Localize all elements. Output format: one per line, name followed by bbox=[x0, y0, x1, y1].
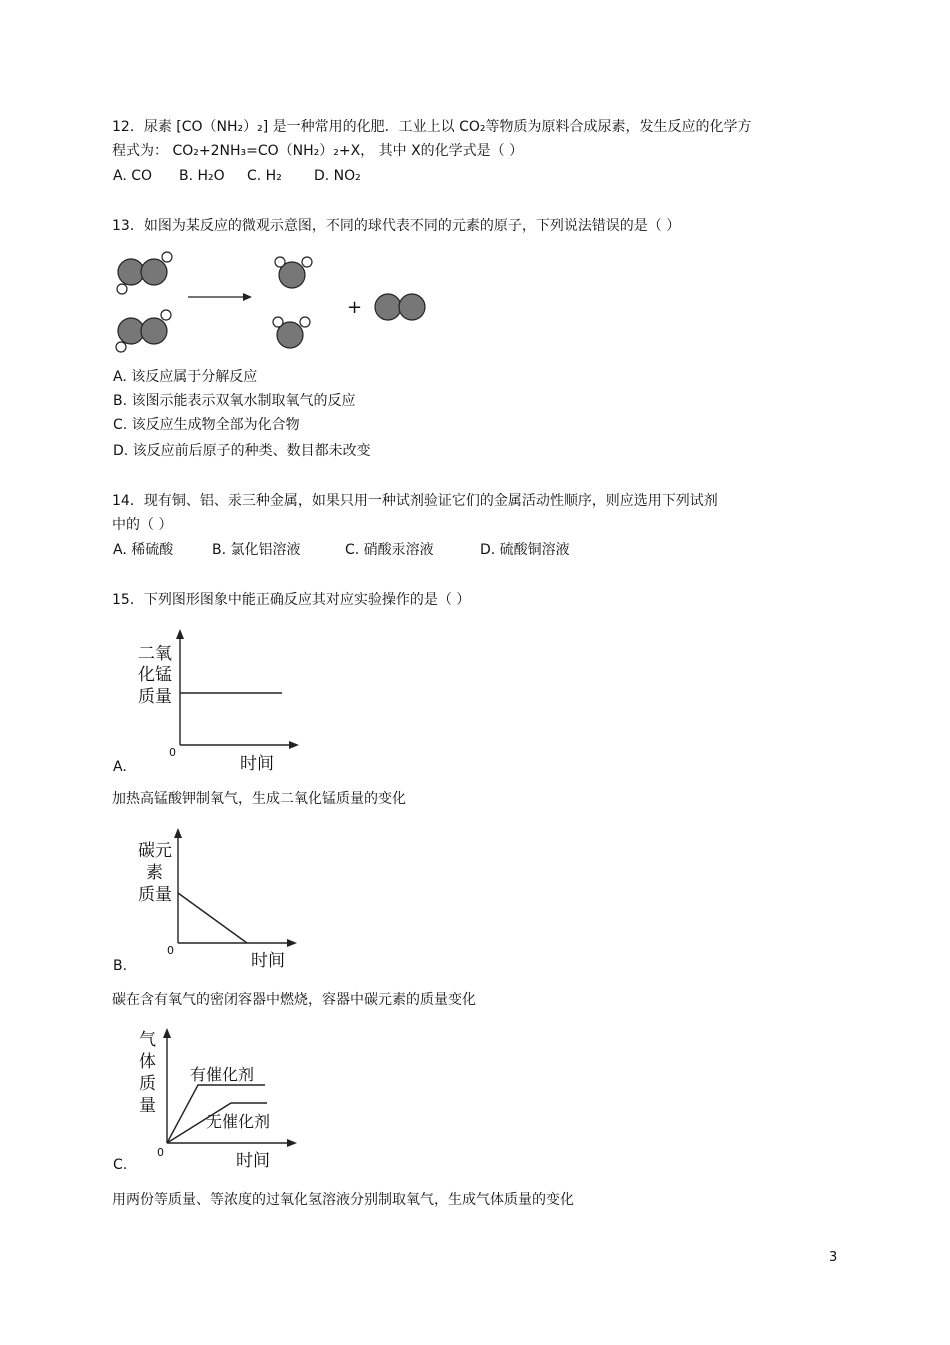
q15-stem: 15．下列图形图象中能正确反应其对应实验操作的是（ ） bbox=[112, 592, 471, 608]
graph-a-caption: 加热高锰酸钾制氧气，生成二氧化锰质量的变化 bbox=[112, 791, 406, 807]
q12-stem-line1: 12．尿素 [CO（NH₂）₂] 是一种常用的化肥．工业上以 CO₂等物质为原料合成尿素，发生反应的化学方 bbox=[112, 119, 752, 135]
q12-option-d: D. NO₂ bbox=[314, 168, 361, 184]
q14-option-b: B. 氯化铝溶液 bbox=[212, 542, 301, 558]
y-label-4: 量 bbox=[139, 1096, 156, 1116]
q14-option-c: C. 硝酸汞溶液 bbox=[345, 542, 434, 558]
y-axis-arrow bbox=[163, 1028, 171, 1038]
small-atom bbox=[273, 317, 283, 327]
origin-label: 0 bbox=[167, 944, 174, 957]
large-atom bbox=[375, 294, 401, 320]
graph-b-caption: 碳在含有氧气的密闭容器中燃烧，容器中碳元素的质量变化 bbox=[112, 992, 476, 1008]
y-label-2: 体 bbox=[139, 1052, 156, 1072]
y-label-2: 化锰 bbox=[138, 665, 172, 685]
x-axis-arrow bbox=[287, 1139, 297, 1147]
q14-option-a: A. 稀硫酸 bbox=[113, 542, 174, 558]
x-label: 时间 bbox=[251, 951, 285, 971]
y-label-2: 素 bbox=[146, 863, 163, 883]
y-label-1: 碳元 bbox=[138, 841, 172, 861]
reaction-diagram bbox=[110, 248, 440, 358]
plus-sign: + bbox=[347, 297, 363, 318]
y-label-3: 质量 bbox=[138, 687, 172, 707]
small-atom bbox=[117, 284, 127, 294]
q13-option-d: D. 该反应前后原子的种类、数目都未改变 bbox=[113, 443, 371, 459]
x-axis-arrow bbox=[287, 939, 297, 947]
no-catalyst-label: 无催化剂 bbox=[206, 1112, 271, 1131]
q13-option-a: A. 该反应属于分解反应 bbox=[113, 369, 258, 385]
q12-option-a: A. CO bbox=[113, 168, 153, 184]
graph-b bbox=[110, 823, 310, 973]
arrow-head bbox=[243, 293, 252, 301]
q14-stem-line1: 14．现有铜、铝、汞三种金属，如果只用一种试剂验证它们的金属活动性顺序，则应选用下列试剂 bbox=[112, 493, 718, 509]
small-atom bbox=[300, 317, 310, 327]
q12-option-c: C. H₂ bbox=[247, 168, 282, 184]
option-letter: B. bbox=[113, 958, 128, 973]
y-label-3: 质量 bbox=[138, 885, 172, 905]
q12-options bbox=[113, 167, 361, 185]
graph-c-caption: 用两份等质量、等浓度的过氧化氢溶液分别制取氧气，生成气体质量的变化 bbox=[112, 1192, 574, 1208]
graph-c bbox=[110, 1023, 310, 1175]
small-atom bbox=[161, 310, 171, 320]
page-number: 3 bbox=[829, 1250, 838, 1265]
q14-options bbox=[113, 541, 570, 559]
q14-option-d: D. 硫酸铜溶液 bbox=[480, 542, 570, 558]
q12-option-b: B. H₂O bbox=[179, 168, 225, 184]
origin-label: 0 bbox=[157, 1146, 164, 1159]
q13-stem: 13．如图为某反应的微观示意图，不同的球代表不同的元素的原子，下列说法错误的是（ ） bbox=[112, 218, 681, 234]
small-atom bbox=[116, 342, 126, 352]
x-axis-arrow bbox=[289, 741, 299, 749]
y-axis-arrow bbox=[174, 828, 182, 838]
q14-stem-line2: 中的（ ） bbox=[112, 517, 173, 533]
graph-a bbox=[110, 625, 310, 775]
origin-label: 0 bbox=[169, 746, 176, 759]
option-letter: A. bbox=[113, 759, 127, 775]
y-label-1: 二氧 bbox=[138, 644, 172, 664]
large-atom bbox=[399, 294, 425, 320]
data-line bbox=[178, 893, 247, 943]
large-atom bbox=[118, 318, 144, 344]
q13-option-c: C. 该反应生成物全部为化合物 bbox=[113, 417, 300, 433]
x-label: 时间 bbox=[236, 1151, 270, 1171]
option-letter: C. bbox=[113, 1157, 128, 1173]
small-atom bbox=[275, 257, 285, 267]
y-axis-arrow bbox=[176, 629, 184, 639]
q12-stem-line2: 程式为： CO₂+2NH₃=CO（NH₂）₂+X， 其中 X的化学式是（ ） bbox=[112, 143, 524, 159]
catalyst-label: 有催化剂 bbox=[190, 1065, 255, 1084]
q13-option-b: B. 该图示能表示双氧水制取氧气的反应 bbox=[113, 393, 356, 409]
large-atom bbox=[141, 259, 167, 285]
y-label-3: 质 bbox=[139, 1074, 156, 1094]
large-atom bbox=[118, 259, 144, 285]
x-label: 时间 bbox=[240, 754, 274, 774]
small-atom bbox=[302, 257, 312, 267]
y-label-1: 气 bbox=[139, 1030, 156, 1050]
small-atom bbox=[162, 252, 172, 262]
large-atom bbox=[141, 318, 167, 344]
